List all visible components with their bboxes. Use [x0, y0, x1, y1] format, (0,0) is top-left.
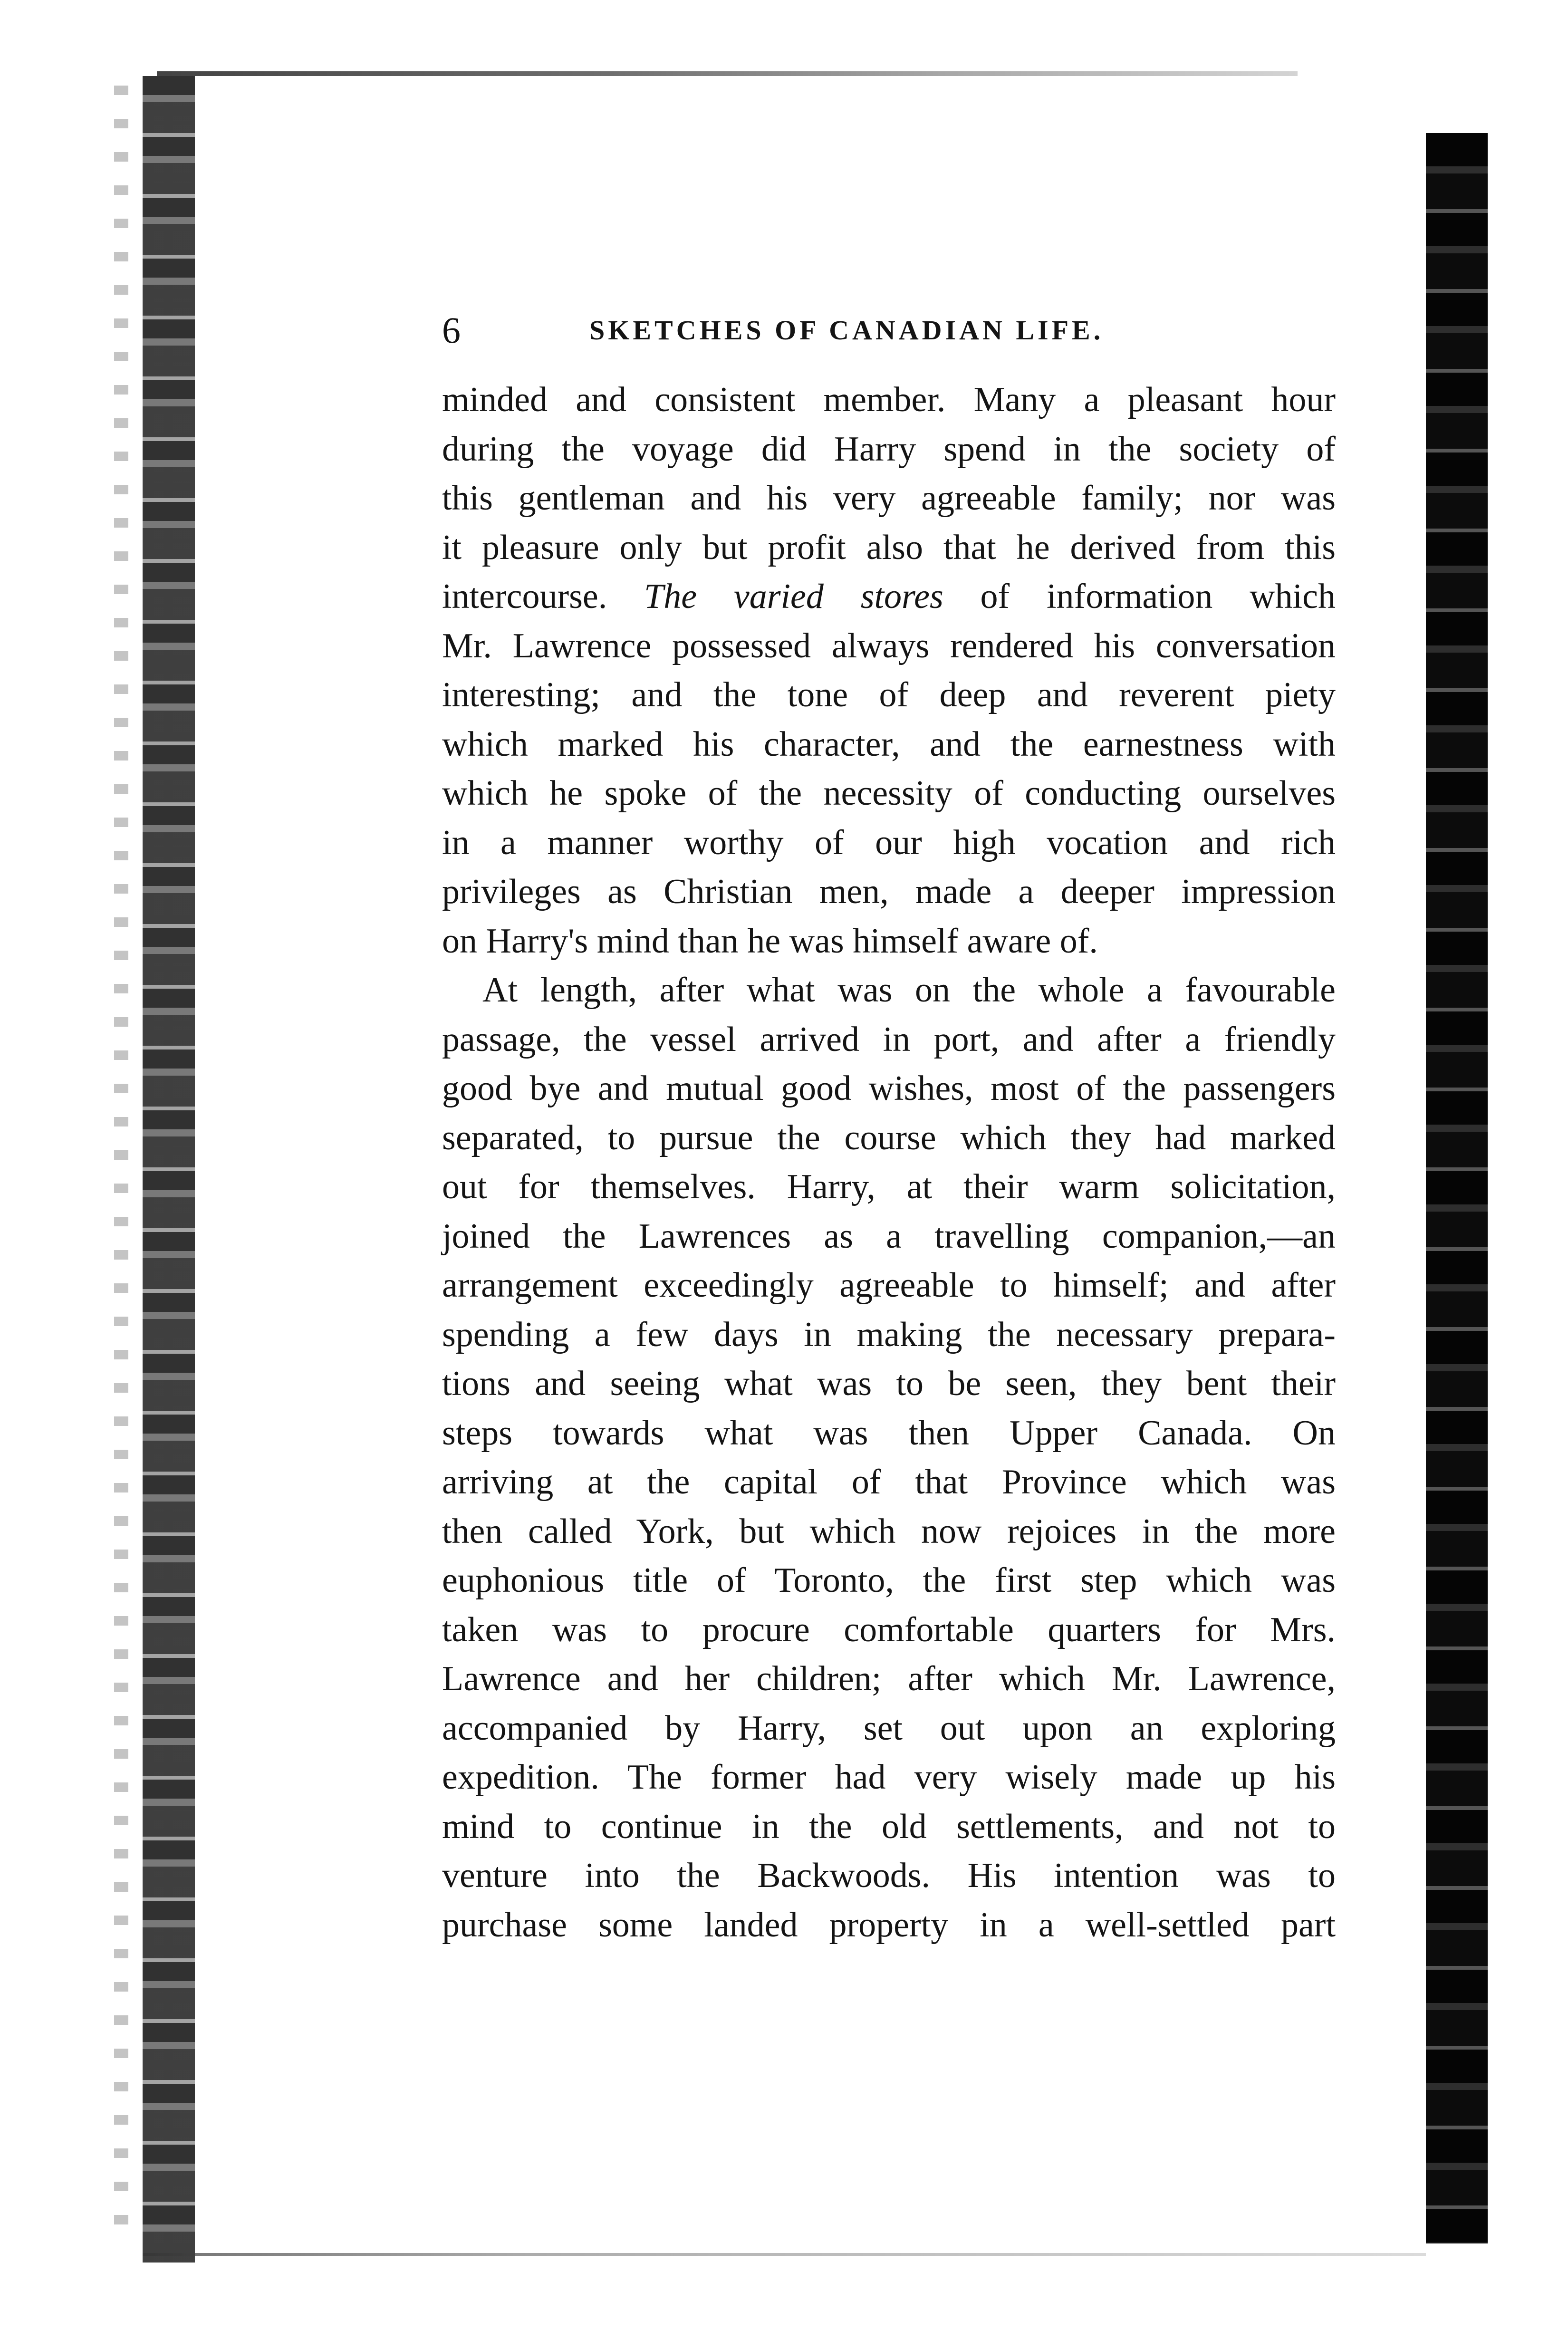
text-line: accompanied by Harry, set out upon an exploring — [442, 1708, 1336, 1748]
text-line: purchase some landed property in a well-settled part — [442, 1905, 1336, 1945]
text-line: this gentleman and his very agreeable family; nor was — [442, 479, 1336, 518]
running-title: SKETCHES OF CANADIAN LIFE. — [589, 315, 1104, 346]
text-line: Lawrence and her children; after which Mr. Lawrence, — [442, 1659, 1336, 1698]
text-run: of information which — [943, 577, 1336, 616]
text-line: passage, the vessel arrived in port, and after a friendly — [442, 1020, 1336, 1059]
text-line: Mr. Lawrence possessed always rendered his conversation — [442, 626, 1336, 665]
text-line: minded and consistent member. Many a pleasant hour — [442, 380, 1336, 419]
running-head — [442, 304, 1345, 356]
text-line: it pleasure only but profit also that he derived from this — [442, 528, 1336, 567]
text-line: which he spoke of the necessity of conducting ourselves — [442, 774, 1336, 813]
paragraph-1 — [442, 375, 1336, 966]
text-line: good bye and mutual good wishes, most of the passengers — [442, 1069, 1336, 1108]
text-line: joined the Lawrences as a travelling companion,—an — [442, 1216, 1336, 1256]
text-line: steps towards what was then Upper Canada. On — [442, 1413, 1336, 1453]
text-line: venture into the Backwoods. His intention was to — [442, 1856, 1336, 1895]
text-line: separated, to pursue the course which they had marked — [442, 1118, 1336, 1157]
text-run: intercourse. — [442, 577, 645, 616]
text-line: then called York, but which now rejoices in the more — [442, 1512, 1336, 1551]
text-line: on Harry's mind than he was himself aware of. — [442, 921, 1098, 961]
text-line: arriving at the capital of that Province which was — [442, 1463, 1336, 1502]
text-line: in a manner worthy of our high vocation and rich — [442, 823, 1336, 862]
text-line: At length, after what was on the whole a favourable — [482, 971, 1336, 1010]
text-line: tions and seeing what was to be seen, they bent their — [442, 1364, 1336, 1403]
scan-binding-edge — [143, 76, 195, 2263]
text-line: interesting; and the tone of deep and reverent piety — [442, 675, 1336, 714]
text-line — [442, 572, 1336, 622]
scan-binding-shadow — [114, 86, 128, 2248]
text-line: mind to continue in the old settlements, and not to — [442, 1807, 1336, 1846]
scan-right-edge — [1426, 133, 1488, 2243]
text-line: which marked his character, and the earnestness with — [442, 724, 1336, 764]
text-line: privileges as Christian men, made a deeper impression — [442, 872, 1336, 911]
text-line: spending a few days in making the necessary prepara- — [442, 1315, 1336, 1354]
scan-top-rule — [157, 71, 1298, 76]
text-line: out for themselves. Harry, at their warm solicitation, — [442, 1167, 1336, 1206]
body-text — [442, 375, 1336, 1950]
text-line: during the voyage did Harry spend in the society of — [442, 429, 1336, 469]
scan-bottom-rule — [143, 2253, 1426, 2256]
text-line: expedition. The former had very wisely made up his — [442, 1758, 1336, 1797]
page-number: 6 — [442, 309, 461, 351]
text-line: arrangement exceedingly agreeable to himself; and after — [442, 1266, 1336, 1305]
paragraph-2 — [442, 966, 1336, 1950]
text-line: taken was to procure comfortable quarters for Mrs. — [442, 1610, 1336, 1649]
text-line: euphonious title of Toronto, the first step which was — [442, 1561, 1336, 1600]
italic-phrase: The varied stores — [644, 577, 943, 616]
